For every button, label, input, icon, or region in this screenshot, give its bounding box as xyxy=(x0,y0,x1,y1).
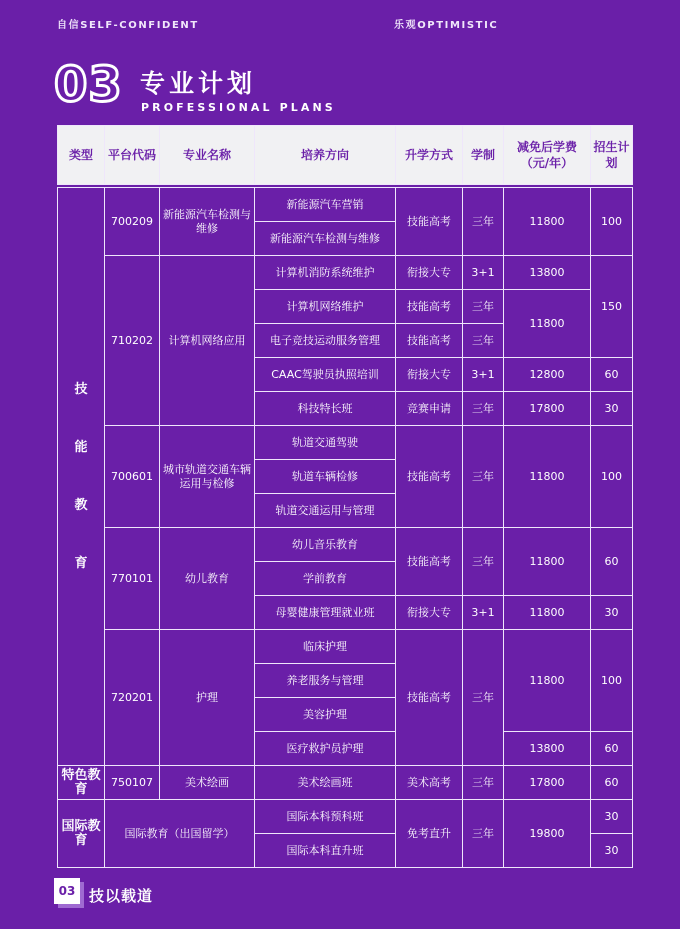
header-major: 专业名称 xyxy=(160,126,255,185)
path-cell: 技能高考 xyxy=(396,188,463,256)
duration-cell: 3+1 xyxy=(463,358,504,392)
major-cell: 国际教育（出国留学） xyxy=(105,800,255,868)
direction-cell: 国际本科预科班 xyxy=(255,800,396,834)
group-featured-label: 特色教育 xyxy=(58,766,105,800)
direction-cell: 轨道车辆检修 xyxy=(255,460,396,494)
direction-cell: 国际本科直升班 xyxy=(255,834,396,868)
fee-cell: 11800 xyxy=(504,290,591,358)
duration-cell: 三年 xyxy=(463,426,504,528)
header-fee: 减免后学费（元/年） xyxy=(504,126,591,185)
table-row xyxy=(58,256,633,290)
group-skills-char: 教 xyxy=(74,497,88,513)
quota-cell: 60 xyxy=(591,766,633,800)
quota-cell: 100 xyxy=(591,426,633,528)
major-cell: 护理 xyxy=(160,630,255,766)
direction-cell: 新能源汽车营销 xyxy=(255,188,396,222)
path-cell: 免考直升 xyxy=(396,800,463,868)
path-cell: 衔接大专 xyxy=(396,358,463,392)
footer-slogan: 技以载道 xyxy=(89,887,154,905)
section-number-text: 03 xyxy=(54,57,123,113)
direction-cell: 美容护理 xyxy=(255,698,396,732)
fee-cell: 19800 xyxy=(504,800,591,868)
header-left-text: 自信SELF-CONFIDENT xyxy=(57,20,199,31)
duration-cell: 三年 xyxy=(463,324,504,358)
path-cell: 竞赛申请 xyxy=(396,392,463,426)
direction-cell: 医疗救护员护理 xyxy=(255,732,396,766)
major-cell: 幼儿教育 xyxy=(160,528,255,630)
direction-cell: 母婴健康管理就业班 xyxy=(255,596,396,630)
direction-cell: 新能源汽车检测与维修 xyxy=(255,222,396,256)
group-skills-label xyxy=(60,383,102,571)
fee-cell: 17800 xyxy=(504,766,591,800)
path-cell: 衔接大专 xyxy=(396,596,463,630)
group-skills-cell xyxy=(58,188,105,766)
fee-cell: 13800 xyxy=(504,256,591,290)
header-path: 升学方式 xyxy=(396,126,463,185)
quota-cell: 60 xyxy=(591,358,633,392)
duration-cell: 三年 xyxy=(463,392,504,426)
table-row xyxy=(58,188,633,222)
header-type: 类型 xyxy=(58,126,105,185)
page-subtitle: PROFESSIONAL PLANS xyxy=(141,101,336,114)
direction-cell: 临床护理 xyxy=(255,630,396,664)
code-cell: 700209 xyxy=(105,188,160,256)
quota-cell: 30 xyxy=(591,596,633,630)
fee-cell: 12800 xyxy=(504,358,591,392)
major-cell: 计算机网络应用 xyxy=(160,256,255,426)
code-cell: 700601 xyxy=(105,426,160,528)
header-direction: 培养方向 xyxy=(255,126,396,185)
path-cell: 衔接大专 xyxy=(396,256,463,290)
quota-cell: 60 xyxy=(591,732,633,766)
major-cell: 美术绘画 xyxy=(160,766,255,800)
table-row xyxy=(58,426,633,460)
table-row xyxy=(58,630,633,664)
header-quota: 招生计划 xyxy=(591,126,633,185)
fee-cell: 11800 xyxy=(504,528,591,596)
path-cell: 美术高考 xyxy=(396,766,463,800)
table-row xyxy=(58,766,633,800)
header-duration: 学制 xyxy=(463,126,504,185)
table-row xyxy=(58,800,633,834)
direction-cell: 美术绘画班 xyxy=(255,766,396,800)
fee-cell: 11800 xyxy=(504,426,591,528)
direction-cell: 幼儿音乐教育 xyxy=(255,528,396,562)
direction-cell: 计算机网络维护 xyxy=(255,290,396,324)
quota-cell: 150 xyxy=(591,256,633,358)
path-cell: 技能高考 xyxy=(396,630,463,766)
plan-table xyxy=(57,125,633,868)
code-cell: 710202 xyxy=(105,256,160,426)
fee-cell: 17800 xyxy=(504,392,591,426)
fee-cell: 11800 xyxy=(504,596,591,630)
path-cell: 技能高考 xyxy=(396,426,463,528)
direction-cell: 轨道交通运用与管理 xyxy=(255,494,396,528)
header-code: 平台代码 xyxy=(105,126,160,185)
plan-table-container xyxy=(57,125,632,868)
duration-cell: 3+1 xyxy=(463,256,504,290)
duration-cell: 3+1 xyxy=(463,596,504,630)
group-skills-char: 育 xyxy=(74,555,88,571)
code-cell: 750107 xyxy=(105,766,160,800)
group-skills-char: 能 xyxy=(74,439,88,455)
group-skills-char: 技 xyxy=(74,381,88,397)
direction-cell: CAAC驾驶员执照培训 xyxy=(255,358,396,392)
path-cell: 技能高考 xyxy=(396,324,463,358)
duration-cell: 三年 xyxy=(463,800,504,868)
quota-cell: 60 xyxy=(591,528,633,596)
page-title: 专业计划 xyxy=(140,69,257,98)
duration-cell: 三年 xyxy=(463,528,504,596)
fee-cell: 11800 xyxy=(504,630,591,732)
fee-cell: 13800 xyxy=(504,732,591,766)
path-cell: 技能高考 xyxy=(396,528,463,596)
duration-cell: 三年 xyxy=(463,766,504,800)
path-cell: 技能高考 xyxy=(396,290,463,324)
fee-cell: 11800 xyxy=(504,188,591,256)
duration-cell: 三年 xyxy=(463,290,504,324)
direction-cell: 电子竞技运动服务管理 xyxy=(255,324,396,358)
quota-cell: 30 xyxy=(591,392,633,426)
major-cell: 新能源汽车检测与维修 xyxy=(160,188,255,256)
quota-cell: 100 xyxy=(591,630,633,732)
direction-cell: 轨道交通驾驶 xyxy=(255,426,396,460)
direction-cell: 养老服务与管理 xyxy=(255,664,396,698)
table-header-row xyxy=(58,126,633,185)
footer-page-badge: 03 xyxy=(54,878,80,904)
duration-cell: 三年 xyxy=(463,188,504,256)
code-cell: 770101 xyxy=(105,528,160,630)
quota-cell: 30 xyxy=(591,800,633,834)
quota-cell: 100 xyxy=(591,188,633,256)
group-intl-label: 国际教育 xyxy=(58,800,105,868)
major-cell: 城市轨道交通车辆运用与检修 xyxy=(160,426,255,528)
section-number xyxy=(54,57,123,113)
direction-cell: 科技特长班 xyxy=(255,392,396,426)
quota-cell: 30 xyxy=(591,834,633,868)
direction-cell: 计算机消防系统维护 xyxy=(255,256,396,290)
duration-cell: 三年 xyxy=(463,630,504,766)
table-row xyxy=(58,528,633,562)
direction-cell: 学前教育 xyxy=(255,562,396,596)
code-cell: 720201 xyxy=(105,630,160,766)
header-right-text: 乐观OPTIMISTIC xyxy=(394,20,499,31)
